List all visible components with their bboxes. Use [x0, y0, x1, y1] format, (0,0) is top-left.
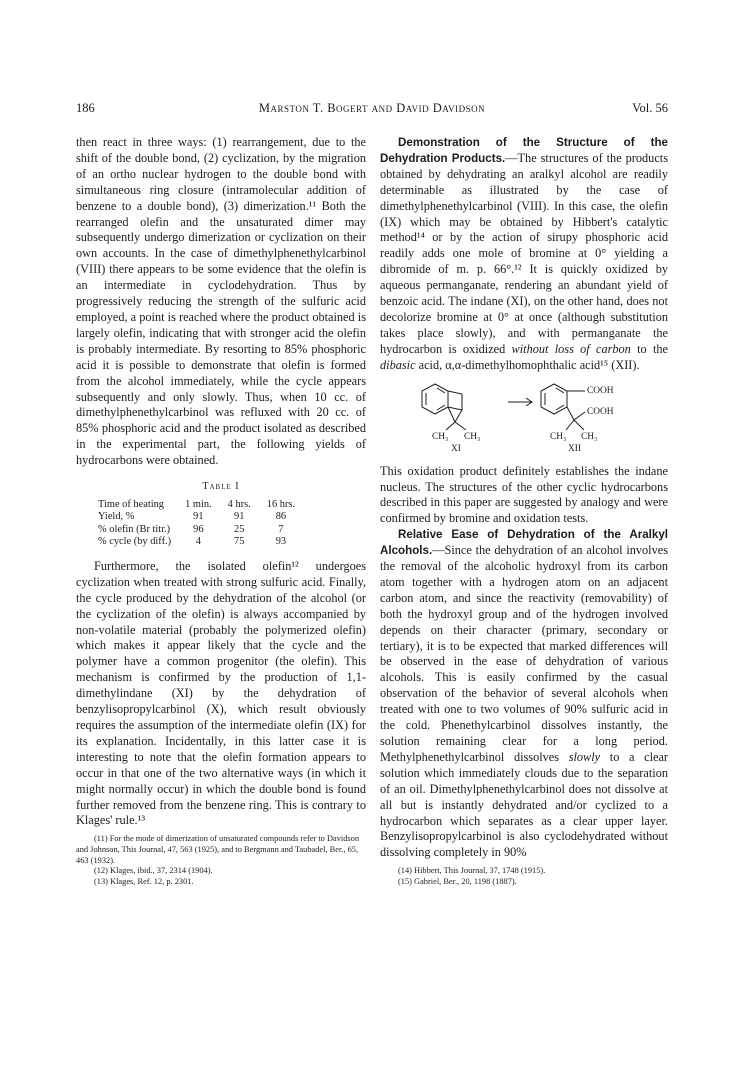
- footnote-11: (11) For the mode of dimerization of unsaturated compounds refer to Davidson and Johnson, This Journal, 47, 563 (1925), and to Bergmann and Taubadel, Ber., 65, 463 (1932).: [76, 834, 360, 865]
- left-paragraph-2: Furthermore, the isolated olefin¹² undergoes cyclization when treated with strong sulfuric acid. Finally, the cycle produced by the dehydration of the alcohol (or the cyclization of the olefin) is always accompanied by non-volatile material (probably the polymerized olefin) which makes it appear likely that the cycle and the polymer have a common progenitor (the olefin). This mechanism is confirmed by the production of 1,1-dimethylindane (XI) by the dehydration of benzylisopropylcarbinol (X), which result obviously requires the assumption of the intermediate olefin (IX) for its explanation. Incidentally, in this latter case it is interesting to note that the olefin formation appears to occur in that one of the two alternative ways (in which it might normally occur) in which the double bond is found further removed from the benzene ring. This is contrary to Klages' rule.¹³: [76, 558, 366, 828]
- text-run: to a clear solution which immediately clouds due to the separation of an oil. Dimethylphenethylcarbinol does not dissolve at all but is instantly dehydrated and/or cyclized to a hydrocarbon which separates as a clear upper layer. Benzylisopropylcarbinol is also cyclodehydrated without dissolving completely in 90%: [380, 749, 668, 860]
- right-paragraph-2: This oxidation product definitely establishes the indane nucleus. The structures of the other cyclic hydrocarbons described in this paper are suggested by analogy and were confirmed by bromine and oxidation tests.: [380, 463, 668, 526]
- table-row: [98, 511, 303, 524]
- text-run: acid, α,α-dimethylhomophthalic acid¹⁵ (XII).: [415, 357, 640, 372]
- section-heading-structure: Demonstration of the Structure of the Dehydration Products.: [380, 136, 668, 165]
- table-cell: % cycle (by diff.): [98, 536, 172, 548]
- running-header: [76, 101, 668, 119]
- table-cell: Time of heating: [98, 498, 164, 510]
- table-cell: 7: [278, 523, 284, 535]
- table-cell: 93: [275, 536, 287, 548]
- structure-diagram: [380, 380, 668, 456]
- table-row: [98, 499, 303, 512]
- right-footnotes: [380, 866, 668, 887]
- cooh-bottom-label: COOH: [587, 406, 614, 417]
- table-cell: 4: [195, 536, 201, 548]
- indane-five-ring: [448, 391, 462, 410]
- compound-label-xi: XI: [451, 443, 461, 454]
- ch3-label: CH₃: [550, 431, 567, 442]
- table-cell: 96: [193, 523, 204, 535]
- italic-phrase: without loss of carbon: [511, 341, 631, 356]
- left-column: [76, 135, 366, 887]
- ch3-label: CH₃: [432, 431, 449, 442]
- page-number: 186: [76, 101, 95, 115]
- running-title-authors: Marston T. Bogert and David Davidson: [258, 101, 486, 115]
- table-cell: 91: [193, 511, 204, 523]
- table-cell: 4 hrs.: [227, 498, 251, 510]
- table-cell: 75: [234, 536, 245, 548]
- text-run: to the: [630, 341, 668, 356]
- footnote-15: (15) Gabriel, Ber., 20, 1198 (1887).: [398, 876, 517, 886]
- section-heading-dehydration: Relative Ease of Dehydration of the Aralkyl Alcohols.: [380, 528, 668, 558]
- table-title: Table I: [202, 481, 240, 493]
- table-cell: 25: [234, 523, 245, 535]
- table-cell: 91: [234, 511, 245, 523]
- ch3-label: CH₃: [581, 431, 598, 442]
- table-cell: 1 min.: [185, 498, 212, 510]
- table-cell: Yield, %: [98, 511, 135, 523]
- compound-label-xii: XII: [568, 443, 582, 454]
- ch3-label: CH₃: [464, 431, 481, 442]
- volume-label: Vol. 56: [632, 101, 668, 115]
- table-row: [98, 536, 303, 549]
- right-column: [380, 135, 668, 887]
- left-paragraph-1: then react in three ways: (1) rearrangement, due to the shift of the double bond, (2) cyclization, by the migration of an ortho nuclear hydrogen to the double bond with simultaneous ring closure (intramolecular addition of benzene to a double bond), (3) dimerization.¹¹ Both the rearranged olefin and the unsaturated dimer may subsequently undergo dimerization or cyclization on their own accounts. In the case of dimethylphenethylcarbinol (VIII) there appears to be some evidence that the olefin is an intermediate in cyclodehydration. Thus by progressively reducing the strength of the sulfuric acid employed, a point is reached where the product obtained is largely olefin, indicating that with stronger acid the olefin is probably intermediate. By resorting to 85% phosphoric acid it is possible to demonstrate that olefin is formed from the alcohol immediately, while the cycle appears subsequently and only slowly. Thus, when 10 cc. of dimethylphenethylcarbinol was refluxed with 20 cc. of 85% phosphoric acid and the product isolated as described in the experimental part, the following yields of hydrocarbons were obtained.: [76, 135, 366, 468]
- cooh-top-label: COOH: [587, 385, 614, 396]
- table-cell: 16 hrs.: [266, 498, 296, 510]
- table-cell: % olefin (Br titr.): [98, 523, 171, 535]
- footnote-14: (14) Hibbert, This Journal, 37, 1748 (1915).: [398, 866, 546, 876]
- right-paragraph-3: —Since the dehydration of an alcohol involves the removal of the alcoholic hydroxyl from its carbon atom together with a hydrogen atom on an adjacent carbon atom, and since the reactivity (removability) of both the hydroxyl group and of the hydrogen involved depends on their character (primary, secondary or tertiary), it is to be expected that marked differences will be observed in the ease of dehydration of various alcohols. This is easily confirmed by the casual observation of the behavior of several alcohols when treated with one to two volumes of 90% sulfuric acid in the cold. Phenethylcarbinol dissolves instantly, the solution remaining clear for a long period. Methylphenethylcarbinol dissolves: [380, 543, 668, 764]
- italic-phrase: slowly: [568, 749, 601, 764]
- table-cell: 86: [275, 511, 287, 523]
- italic-phrase: dibasic: [380, 357, 416, 372]
- footnote-12: (12) Klages, ibid., 37, 2314 (1904).: [94, 866, 213, 876]
- left-footnotes: [76, 834, 366, 887]
- yields-table: [98, 499, 303, 549]
- right-paragraph-1: —The structures of the products obtained by dehydrating an aralkyl alcohol are readily determinable as illustrated by the case of dimethylphenethylcarbinol (VIII). In this case, the olefin (IX) which may be obtained by Hibbert's catalytic method¹⁴ or by the action of sirupy phosphoric acid readily adds one mole of bromine at 0° yielding a dibromide of m. p. 66°.¹² It is quickly oxidized by aqueous permanganate, rendering an abundant yield of benzoic acid. The indane (XI), on the other hand, does not decolorize bromine at 0° at once (although substitution takes place slowly), and with permanganate the hydrocarbon is oxidized: [380, 150, 668, 356]
- oxidation-scheme: [380, 380, 668, 456]
- footnote-13: (13) Klages, Ref. 12, p. 2301.: [94, 876, 194, 886]
- table-row: [98, 524, 303, 537]
